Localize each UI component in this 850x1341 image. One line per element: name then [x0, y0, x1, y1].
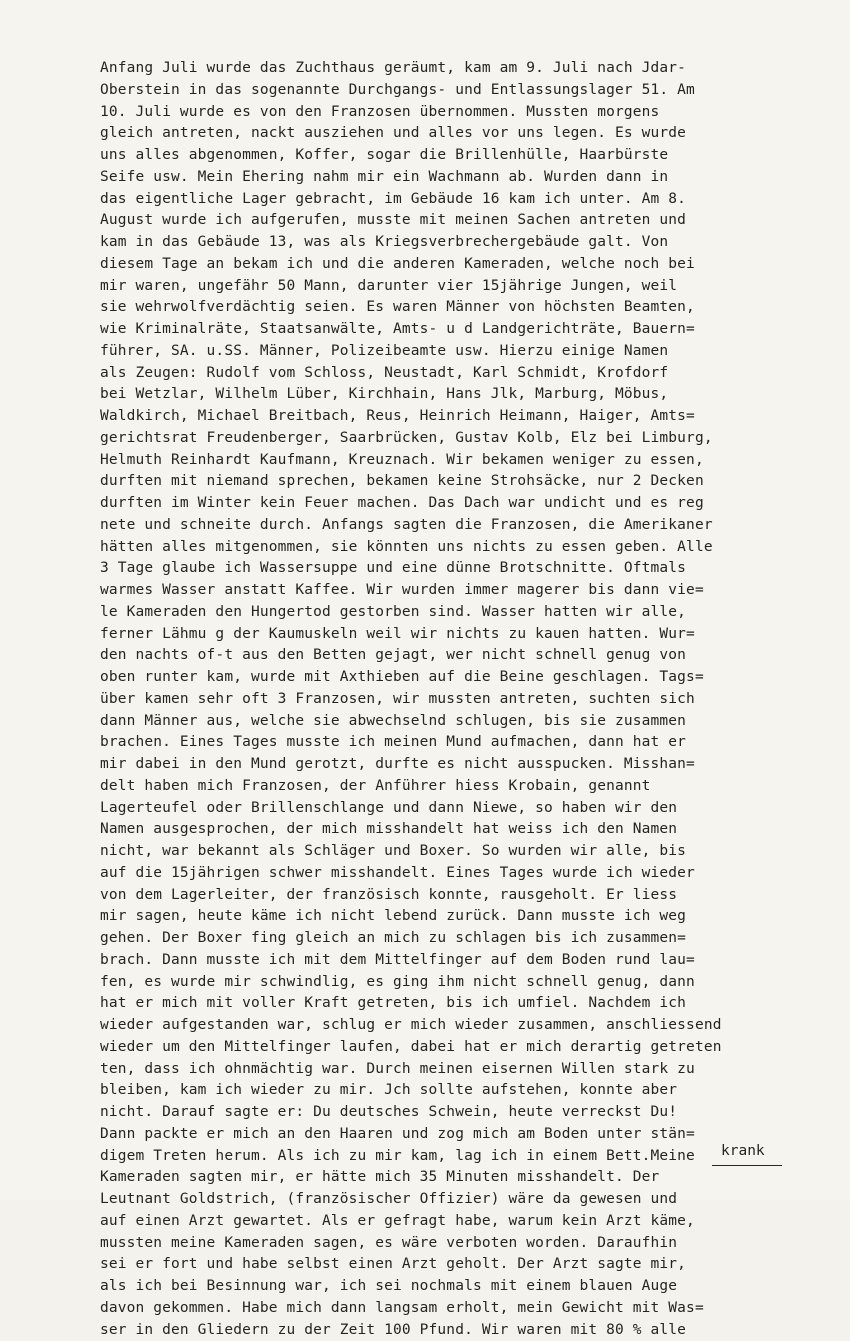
text-line: von dem Lagerleiter, der französisch konnte, rausgeholt. Er liess	[100, 885, 810, 907]
text-line: durften mit niemand sprechen, bekamen keine Strohsäcke, nur 2 Decken	[100, 471, 810, 493]
text-line: über kamen sehr oft 3 Franzosen, wir mussten antreten, suchten sich	[100, 689, 810, 711]
text-line: nicht, war bekannt als Schläger und Boxer. So wurden wir alle, bis	[100, 841, 810, 863]
text-line: den nachts of-t aus den Betten gejagt, wer nicht schnell genug von	[100, 645, 810, 667]
text-line: Dann packte er mich an den Haaren und zog mich am Boden unter stän=	[100, 1124, 810, 1146]
text-line: Seife usw. Mein Ehering nahm mir ein Wachmann ab. Wurden dann in	[100, 167, 810, 189]
text-line: als Zeugen: Rudolf vom Schloss, Neustadt, Karl Schmidt, Krofdorf	[100, 363, 810, 385]
text-line: Kameraden sagten mir, er hätte mich 35 Minuten misshandelt. Der	[100, 1167, 810, 1189]
text-line: gleich antreten, nackt ausziehen und alles vor uns legen. Es wurde	[100, 123, 810, 145]
text-line: oben runter kam, wurde mit Axthieben auf die Beine geschlagen. Tags=	[100, 667, 810, 689]
text-line: als ich bei Besinnung war, ich sei nochmals mit einem blauen Auge	[100, 1276, 810, 1298]
text-line: ferner Lähmu g der Kaumuskeln weil wir nichts zu kauen hatten. Wur=	[100, 624, 810, 646]
text-line: Waldkirch, Michael Breitbach, Reus, Heinrich Heimann, Haiger, Amts=	[100, 406, 810, 428]
text-line: bei Wetzlar, Wilhelm Lüber, Kirchhain, Hans Jlk, Marburg, Möbus,	[100, 384, 810, 406]
text-line: ten, dass ich ohnmächtig war. Durch meinen eisernen Willen stark zu	[100, 1059, 810, 1081]
text-line: wie Kriminalräte, Staatsanwälte, Amts- u d Landgerichträte, Bauern=	[100, 319, 810, 341]
text-line: dann Männer aus, welche sie abwechselnd schlugen, bis sie zusammen	[100, 711, 810, 733]
text-line: sei er fort und habe selbst einen Arzt geholt. Der Arzt sagte mir,	[100, 1254, 810, 1276]
text-line: Leutnant Goldstrich, (französischer Offizier) wäre da gewesen und	[100, 1189, 810, 1211]
text-line: nicht. Darauf sagte er: Du deutsches Schwein, heute verreckst Du!	[100, 1102, 810, 1124]
text-line: hätten alles mitgenommen, sie könnten uns nichts zu essen geben. Alle	[100, 537, 810, 559]
text-line: diesem Tage an bekam ich und die anderen Kameraden, welche noch bei	[100, 254, 810, 276]
text-line: nete und schneite durch. Anfangs sagten die Franzosen, die Amerikaner	[100, 515, 810, 537]
text-line: mir dabei in den Mund gerotzt, durfte es nicht ausspucken. Misshan=	[100, 754, 810, 776]
text-line: gerichtsrat Freudenberger, Saarbrücken, Gustav Kolb, Elz bei Limburg,	[100, 428, 810, 450]
text-line: bleiben, kam ich wieder zu mir. Jch sollte aufstehen, konnte aber	[100, 1080, 810, 1102]
text-line: mir waren, ungefähr 50 Mann, darunter vier 15jährige Jungen, weil	[100, 276, 810, 298]
text-line: führer, SA. u.SS. Männer, Polizeibeamte usw. Hierzu einige Namen	[100, 341, 810, 363]
text-line: Anfang Juli wurde das Zuchthaus geräumt, kam am 9. Juli nach Jdar-	[100, 58, 810, 80]
text-line: davon gekommen. Habe mich dann langsam erholt, mein Gewicht mit Was=	[100, 1298, 810, 1320]
text-line: mussten meine Kameraden sagen, es wäre verboten worden. Daraufhin	[100, 1233, 810, 1255]
text-line: ser in den Gliedern zu der Zeit 100 Pfund. Wir waren mit 80 % alle	[100, 1320, 810, 1341]
text-line: uns alles abgenommen, Koffer, sogar die Brillenhülle, Haarbürste	[100, 145, 810, 167]
text-line: le Kameraden den Hungertod gestorben sind. Wasser hatten wir alle,	[100, 602, 810, 624]
text-line: digem Treten herum. Als ich zu mir kam, lag ich in einem Bett.Meine	[100, 1146, 810, 1168]
text-line: fen, es wurde mir schwindlig, es ging ihm nicht schnell genug, dann	[100, 972, 810, 994]
text-line: Helmuth Reinhardt Kaufmann, Kreuznach. Wir bekamen weniger zu essen,	[100, 450, 810, 472]
text-line: hat er mich mit voller Kraft getreten, bis ich umfiel. Nachdem ich	[100, 993, 810, 1015]
text-line: brach. Dann musste ich mit dem Mittelfinger auf dem Boden rund lau=	[100, 950, 810, 972]
text-line: brachen. Eines Tages musste ich meinen Mund aufmachen, dann hat er	[100, 732, 810, 754]
text-line: delt haben mich Franzosen, der Anführer hiess Krobain, genannt	[100, 776, 810, 798]
text-line: durften im Winter kein Feuer machen. Das Dach war undicht und es reg	[100, 493, 810, 515]
typewritten-text	[100, 58, 810, 1341]
catchword-underline	[712, 1165, 782, 1166]
text-line: Namen ausgesprochen, der mich misshandelt hat weiss ich den Namen	[100, 819, 810, 841]
text-line: kam in das Gebäude 13, was als Kriegsverbrechergebäude galt. Von	[100, 232, 810, 254]
text-line: warmes Wasser anstatt Kaffee. Wir wurden immer magerer bis dann vie=	[100, 580, 810, 602]
text-line: das eigentliche Lager gebracht, im Gebäude 16 kam ich unter. Am 8.	[100, 189, 810, 211]
text-line: Lagerteufel oder Brillenschlange und dann Niewe, so haben wir den	[100, 798, 810, 820]
text-line: wieder aufgestanden war, schlug er mich wieder zusammen, anschliessend	[100, 1015, 810, 1037]
text-line: Oberstein in das sogenannte Durchgangs- und Entlassungslager 51. Am	[100, 80, 810, 102]
text-line: auf einen Arzt gewartet. Als er gefragt habe, warum kein Arzt käme,	[100, 1211, 810, 1233]
text-line: gehen. Der Boxer fing gleich an mich zu schlagen bis ich zusammen=	[100, 928, 810, 950]
catchword: krank	[721, 1143, 791, 1159]
text-line: wieder um den Mittelfinger laufen, dabei hat er mich derartig getreten	[100, 1037, 810, 1059]
text-line: August wurde ich aufgerufen, musste mit meinen Sachen antreten und	[100, 210, 810, 232]
text-line: 3 Tage glaube ich Wassersuppe und eine dünne Brotschnitte. Oftmals	[100, 558, 810, 580]
text-line: auf die 15jährigen schwer misshandelt. Eines Tages wurde ich wieder	[100, 863, 810, 885]
text-line: 10. Juli wurde es von den Franzosen übernommen. Mussten morgens	[100, 102, 810, 124]
text-line: sie wehrwolfverdächtig seien. Es waren Männer von höchsten Beamten,	[100, 297, 810, 319]
text-line: mir sagen, heute käme ich nicht lebend zurück. Dann musste ich weg	[100, 906, 810, 928]
